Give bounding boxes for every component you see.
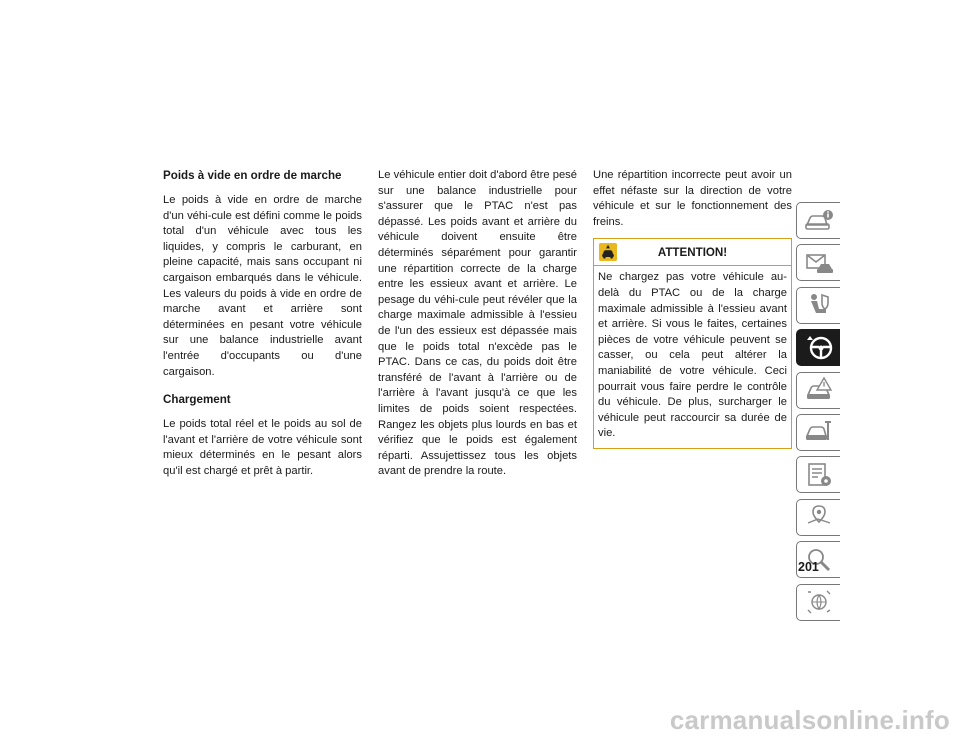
map-pin-icon [804, 503, 834, 531]
language-icon [804, 588, 834, 616]
section-heading-curb-weight: Poids à vide en ordre de marche [163, 169, 342, 182]
tab-envelope[interactable] [796, 244, 840, 281]
text-column-2 [378, 168, 577, 488]
checklist-icon [804, 461, 834, 489]
watermark: carmanualsonline.info [669, 705, 950, 735]
paragraph-loading: Le poids total réel et le poids au sol de l'avant et l'arrière de votre véhicule sont mieux déterminés en le pesant alors qu'il est chargé et prêt à partir. [163, 418, 362, 477]
paragraph-distribution: Une répartition incorrecte peut avoir un effet néfaste sur la direction de votre véhicule et sur le fonctionnement des freins. [593, 169, 792, 228]
tab-checklist[interactable] [796, 456, 840, 493]
warning-header [594, 239, 791, 266]
tab-seat-safety[interactable] [796, 287, 840, 324]
tab-car-service[interactable] [796, 414, 840, 451]
section-heading-loading: Chargement [163, 393, 231, 407]
roadside-icon [804, 376, 834, 404]
paragraph-curb-weight: Le poids à vide en ordre de marche d'un véhi-cule est défini comme le poids total d'un véhicule avec tous les liquides, y compris le carburant, en pleine capacité, mais sans occupant ni cargaison embarqués dans le véhicule. Les valeurs du poids à vide en ordre de marche avant et arrière sont déterminées en pesant votre véhicule sur une balance industrielle avant l'entrée d'occupants ou d'une cargaison. [163, 194, 362, 378]
tab-language[interactable] [796, 584, 840, 621]
text-column-1 [163, 168, 362, 488]
tab-roadside[interactable] [796, 372, 840, 409]
car-service-icon [804, 418, 834, 446]
page-number: 201 [798, 560, 819, 574]
warning-text: Ne chargez pas votre véhicule au-delà du PTAC ou de la charge maximale admissible à l'essieu avant et arrière. Si vous le faites, certaines pièces de votre véhicule peuvent se casser, ou cela peut altérer la maniabilité de votre véhicule. Ceci pourrait vous faire perdre le contrôle du véhicule. De plus, surcharger le véhicule peut raccourcir sa durée de vie. [598, 271, 787, 440]
seat-safety-icon [804, 291, 834, 319]
text-column-3 [593, 168, 792, 449]
tab-car-info[interactable] [796, 202, 840, 239]
warning-title: ATTENTION! [657, 245, 728, 259]
car-info-icon [804, 207, 834, 235]
envelope-icon [804, 249, 834, 277]
warning-box [593, 238, 792, 449]
tab-driving[interactable] [796, 329, 840, 366]
tab-map[interactable] [796, 499, 840, 536]
paragraph-weighing: Le véhicule entier doit d'abord être pesé sur une balance industrielle pour s'assurer que le PTAC n'est pas dépassé. Les poids avant et arrière du véhicule doivent ensuite être déterminés séparément pour garantir une répartition correcte de la charge entre les essieux avant et arrière. Le pesage du véhi-cule peut révéler que la charge maximale admissible à l'essieu de l'un des essieux est dépassée mais que le poids total n'excède pas le PTAC. Dans ce cas, du poids doit être transféré de l'avant à l'arrière ou de l'arrière à l'avant jusqu'à ce que les limites de poids soient respectées. Rangez les objets plus lourds en bas et vérifiez que le poids est également réparti. Assujettissez tous les objets avant de prendre la route. [378, 169, 577, 478]
warning-car-icon [599, 243, 617, 261]
steering-wheel-icon [804, 334, 834, 362]
